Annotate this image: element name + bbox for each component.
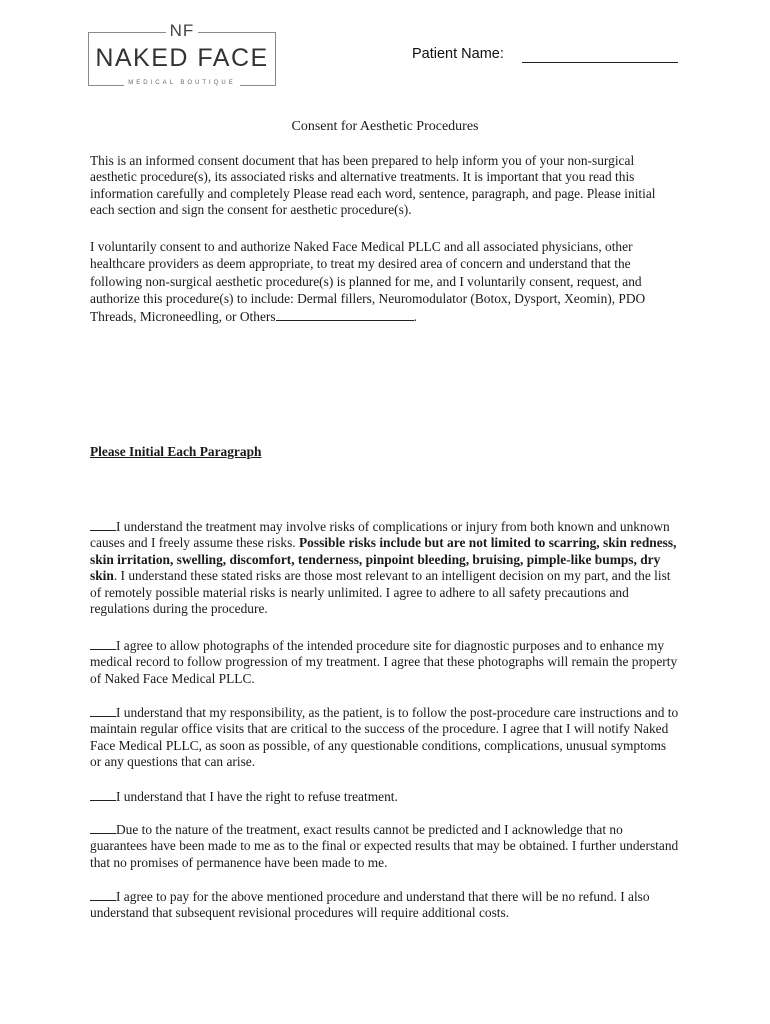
risk-text-a: I understand the treatment may involve risks of complications or injury from both known and unknown causes and I freely assume these risks. (90, 519, 670, 551)
initial-field-5[interactable] (90, 821, 116, 834)
risk-list: Possible risks include but are not limited to scarring, skin redness, skin irritation, swelling, discomfort, tenderness, pinpoint bleeding, bruising, pimple-like bumps, dry skin (90, 535, 677, 584)
logo-subtitle: MEDICAL BOUTIQUE (124, 80, 239, 86)
initial-field-4[interactable] (90, 788, 116, 801)
risk-text-b: . I understand these stated risks are those most relevant to an intelligent decision on my part, and the list of remotely possible material risks is nearly unlimited. I agree to adhere to all safety precautions and regulations during the procedure. (90, 568, 671, 617)
consent-text: I voluntarily consent to and authorize Naked Face Medical PLLC and all associated physicians, other healthcare providers as deem appropriate, to treat my desired area of concern and understand that the following non-surgical aesthetic procedure(s) is planned for me, and I voluntarily consent, request, and authorize this procedure(s) to include: Dermal fillers, Neuromodulator (Botox, Dysport, Xeomin), PDO Threads, Microneedling, or Others (90, 239, 646, 324)
photo-text: I agree to allow photographs of the intended procedure site for diagnostic purposes and to enhance my medical record to follow progression of my treatment. I agree that these photographs will remain the property of Naked Face Medical PLLC. (90, 638, 678, 686)
responsibility-paragraph (90, 704, 680, 771)
initial-field-6[interactable] (90, 888, 116, 901)
patient-name-field[interactable] (522, 62, 678, 63)
others-blank-field[interactable] (276, 308, 414, 321)
clinic-logo (88, 21, 276, 86)
refuse-paragraph (90, 788, 680, 805)
responsibility-text: I understand that my responsibility, as the patient, is to follow the post-procedure care instructions and to maintain regular office visits that are critical to the success of the procedure. I agree that I will notify Naked Face Medical PLLC, as soon as possible, of any questionable conditions, complications, unusual symptoms or any questions that can arise. (90, 705, 679, 770)
consent-paragraph (90, 238, 680, 325)
initial-field-3[interactable] (90, 704, 116, 717)
payment-text: I agree to pay for the above mentioned procedure and understand that there will be no refund. I also understand that subsequent revisional procedures will require additional costs. (90, 889, 650, 921)
consent-end: . (413, 308, 417, 324)
refuse-text: I understand that I have the right to refuse treatment. (116, 789, 398, 805)
section-heading: Please Initial Each Paragraph (90, 444, 262, 459)
logo-name: NAKED FACE (95, 44, 269, 72)
document-title: Consent for Aesthetic Procedures (291, 119, 479, 134)
photo-paragraph (90, 637, 680, 687)
payment-paragraph (90, 888, 680, 922)
results-paragraph (90, 821, 680, 871)
results-text: Due to the nature of the treatment, exact results cannot be predicted and I acknowledge that no guarantees have been made to me as to the final or expected results that may be obtained. I further understand that no promises of permanence have been made to me. (90, 822, 679, 870)
initial-field-1[interactable] (90, 518, 116, 531)
patient-name-label: Patient Name: (412, 46, 504, 62)
logo-monogram: NF (166, 21, 199, 40)
initial-field-2[interactable] (90, 637, 116, 650)
intro-paragraph: This is an informed consent document that has been prepared to help inform you of your non-surgical aesthetic procedure(s), its associated risks and alternative treatments. It is important that you read this information carefully and completely Please read each word, sentence, paragraph, and page. Please initial each section and sign the consent for aesthetic procedure(s). (90, 153, 656, 218)
risk-paragraph (90, 518, 680, 617)
